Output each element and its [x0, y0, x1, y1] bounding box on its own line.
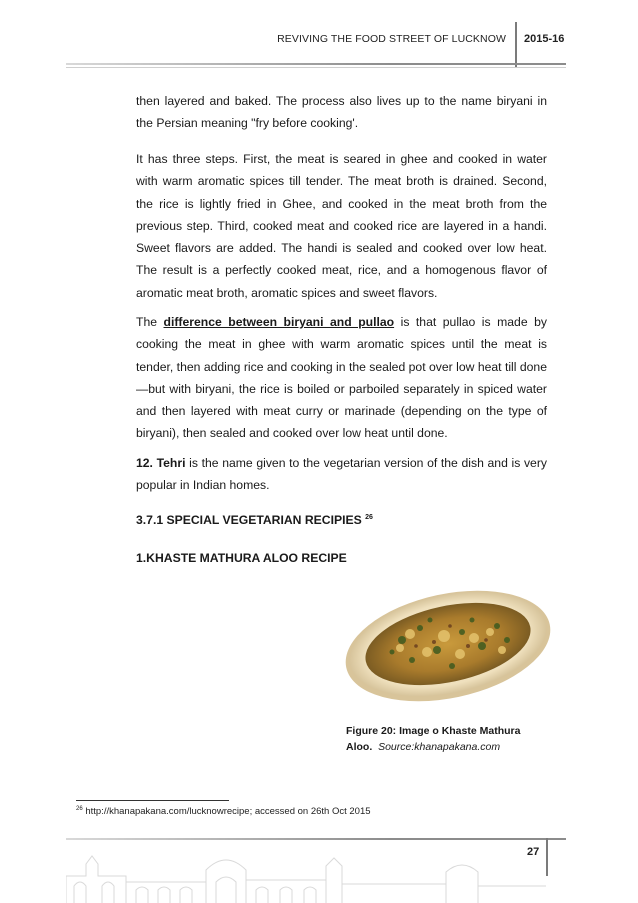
section-heading	[136, 513, 373, 527]
footer-rule	[66, 838, 566, 840]
footer-divider-vertical	[546, 838, 548, 876]
footnote-reference: 26	[365, 513, 373, 521]
figure-caption-source: Source:khanapakana.com	[378, 741, 501, 753]
recipe-heading: 1.KHASTE MATHURA ALOO RECIPE	[136, 551, 347, 565]
footnote-text: http://khanapakana.com/lucknowrecipe; accessed on 26th Oct 2015	[85, 806, 371, 817]
section-heading-text: 3.7.1 SPECIAL VEGETARIAN RECIPIES	[136, 513, 362, 527]
header-rule	[66, 63, 566, 65]
figure-caption-title: Figure 20: Image o Khaste Mathura Aloo.	[346, 725, 521, 753]
monument-watermark-decoration	[66, 846, 546, 903]
paragraph-tehri	[136, 452, 547, 497]
tehri-text: is the name given to the vegetarian version of the dish and is very popular in Indian homes.	[136, 456, 547, 493]
footnote	[76, 806, 371, 817]
khaste-mathura-aloo-image	[342, 580, 554, 704]
footnote-number: 26	[76, 805, 83, 812]
header-rule-thin	[66, 67, 566, 68]
paragraph-lead: The	[136, 315, 164, 329]
paragraph-biryani-process: then layered and baked. The process also lives up to the name biryani in the Persian meaning "fry before cooking'.	[136, 94, 547, 131]
emphasis-difference: difference between biryani and pullao	[163, 315, 395, 329]
running-header-year: 2015-16	[524, 33, 565, 45]
footnote-separator	[76, 800, 229, 801]
paragraph-rest: is that pullao is made by cooking the meat in ghee with warm aromatic spices until the meat is tender, then adding rice and cooking in the sealed pot over low heat till done—but with biryani, the rice is boiled or parboiled separately in spiced water and then layered with meat curry or marinade (depending on the type of biryani), then sealed and cooked over low heat until done.	[136, 315, 547, 441]
running-header-title: REVIVING THE FOOD STREET OF LUCKNOW	[277, 33, 506, 45]
tehri-label: 12. Tehri	[136, 456, 186, 470]
figure-caption	[346, 723, 546, 755]
header-divider-vertical	[515, 22, 517, 68]
paragraph-biryani-vs-pullao	[136, 311, 547, 445]
page-number: 27	[527, 846, 540, 858]
paragraph-three-steps: It has three steps. First, the meat is seared in ghee and cooked in water with warm aromatic spices till tender. The meat broth is drained. Second, the rice is lightly fried in Ghee, and cooked in the meat broth from the previous step. Third, cooked meat and cooked rice are layered in a handi. Sweet flavors are added. The handi is sealed and cooked over low heat. The result is a perfectly cooked meat, rice, and a homogenous flavor of aromatic meat broth, aromatic spices and sweet flavors.	[136, 152, 547, 300]
